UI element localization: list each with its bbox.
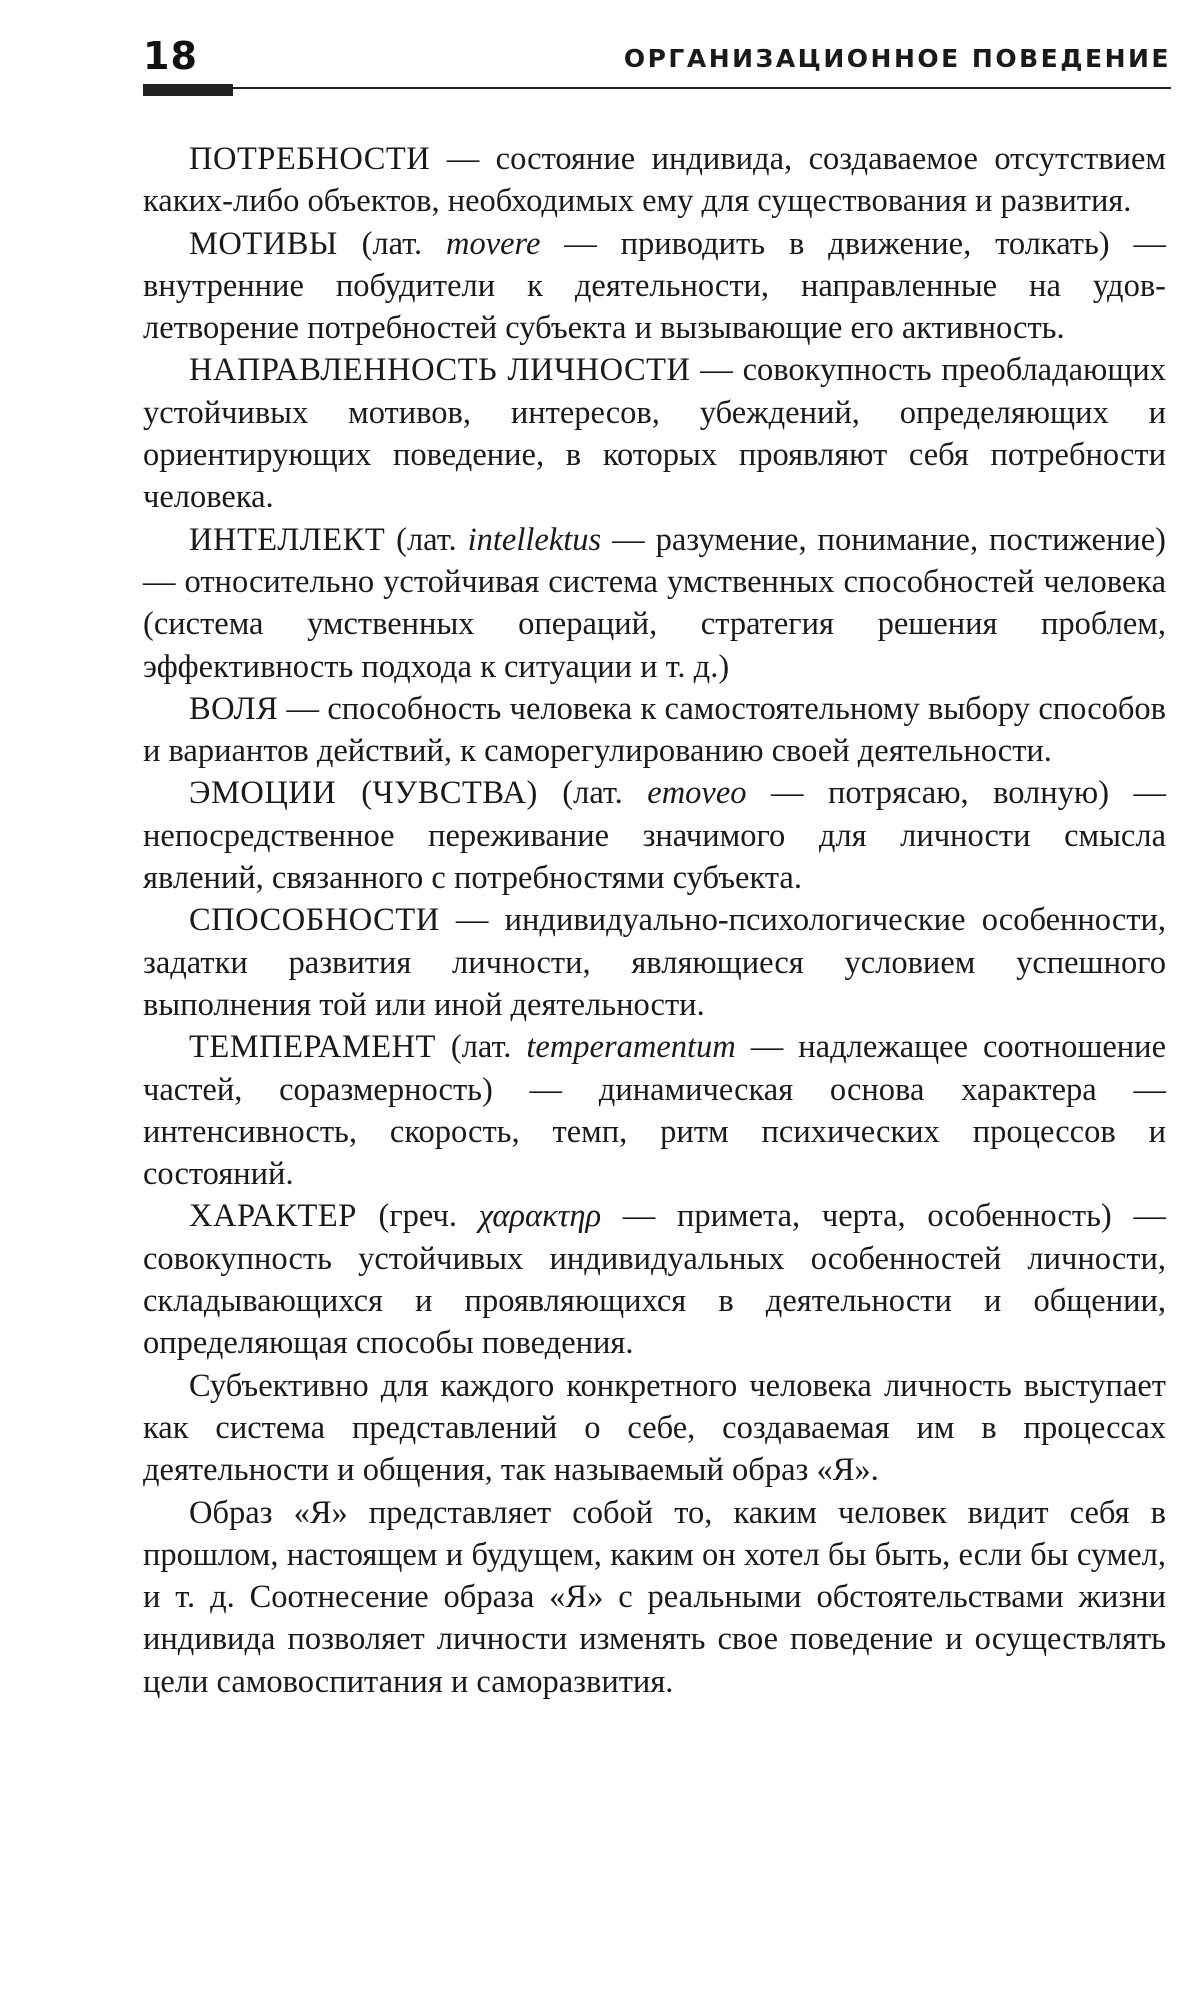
definition-paragraph: [143, 688, 1166, 773]
term: ЭМОЦИИ (ЧУВСТВА): [189, 775, 538, 812]
page-number: 18: [143, 34, 198, 78]
term: ТЕМПЕРАМЕНТ: [189, 1029, 436, 1066]
definition-paragraph: [143, 1195, 1166, 1364]
term: НАПРАВЛЕННОСТЬ ЛИЧНОСТИ: [189, 352, 691, 389]
foreign-word: emoveo: [647, 775, 747, 812]
paragraph-text: (лат.: [385, 521, 468, 558]
definition-paragraph: [143, 138, 1166, 223]
term: ХАРАКТЕР: [189, 1198, 357, 1235]
term: ИНТЕЛЛЕКТ: [189, 521, 386, 558]
definition-paragraph: [143, 1026, 1166, 1195]
header-rule: [143, 87, 1171, 89]
paragraph-text: — способность человека к самостоятельному выбору способов и вариантов действий, к саморегулированию своей деятельности.: [143, 690, 1166, 770]
paragraph-text: Образ «Я» представляет собой то, каким человек видит себя в прошлом, настоящем и будущем, каким он хотел бы быть, если бы сумел, и т. д. Соотнесение образа «Я» с реальными обстоятельствами жизни индивида позволяет личности изменять свое поведение и осуществлять цели самовоспитания и саморазвития.: [143, 1494, 1166, 1700]
definition-paragraph: [143, 519, 1166, 688]
paragraph-text: (греч.: [356, 1198, 479, 1235]
paragraph-text: (лат.: [337, 225, 446, 262]
definition-paragraph: [143, 223, 1166, 350]
paragraph-text: (лат.: [435, 1029, 527, 1066]
foreign-word: temperamentum: [526, 1029, 736, 1066]
paragraph-text: — разумение, понимание, постижение) — относительно устойчивая система умственных способностей человека (система умственных операций, стратегия решения проблем, эффективность подхода к ситуации и т. д.): [143, 521, 1167, 685]
term: ВОЛЯ: [189, 690, 279, 727]
definition-paragraph: [143, 772, 1166, 899]
foreign-word: χαρακτηρ: [478, 1198, 602, 1235]
header-rule-accent: [143, 84, 233, 96]
paragraph-text: — потрясаю, волную) — непосредственное переживание значимого для личности смысла явлений, связанного с потребностями субъекта.: [143, 775, 1166, 897]
term: ПОТРЕБНОСТИ: [189, 141, 431, 177]
definition-paragraph: [143, 899, 1166, 1026]
text-paragraph: [143, 1365, 1166, 1492]
text-paragraph: [143, 1492, 1166, 1703]
definition-paragraph: [143, 349, 1166, 518]
paragraph-text: — индивидуально-психологические особенности, задатки развития личности, являющиеся условием успешного выполнения той или иной деятельности.: [143, 902, 1166, 1023]
foreign-word: movere: [445, 225, 541, 262]
paragraph-text: — совокупность преобладающих устойчивых мотивов, интересов, убеждений, определяющих и ориентирующих поведение, в которых проявляют себя потребности человека.: [143, 352, 1166, 516]
paragraph-text: — надлежащее соотношение частей, соразмерность) — динамическая основа характера — интенсивность, скорость, темп, ритм психических процессов и состояний.: [143, 1029, 1166, 1193]
foreign-word: intellektus: [467, 521, 602, 558]
paragraph-text: — состояние индивида, создаваемое отсутствием каких-либо объектов, необходимых ему для существования и развития.: [143, 141, 1166, 220]
paragraph-text: (лат.: [537, 775, 648, 812]
paragraph-text: — примета, черта, особенность) — совокупность устойчивых индивидуальных особенностей личности, складывающихся и проявляющихся в деятельности и общении, определяющая способы поведения.: [143, 1198, 1166, 1362]
term: СПОСОБНОСТИ: [189, 902, 440, 939]
page-header: [143, 32, 1171, 102]
paragraph-text: — приводить в движение, толкать) — внутренние побудители к деятельности, направленные на удовлетворение потребностей субъекта и вызывающие его активность.: [143, 225, 1166, 347]
paragraph-text: Субъективно для каждого конкретного человека личность выступает как система представлений о себе, создаваемая им в процессах деятельности и общения, так называемый образ «Я».: [143, 1367, 1166, 1489]
body-text: [143, 138, 1166, 1703]
term: МОТИВЫ: [189, 225, 338, 262]
running-title: ОРГАНИЗАЦИОННОЕ ПОВЕДЕНИЕ: [623, 44, 1171, 73]
